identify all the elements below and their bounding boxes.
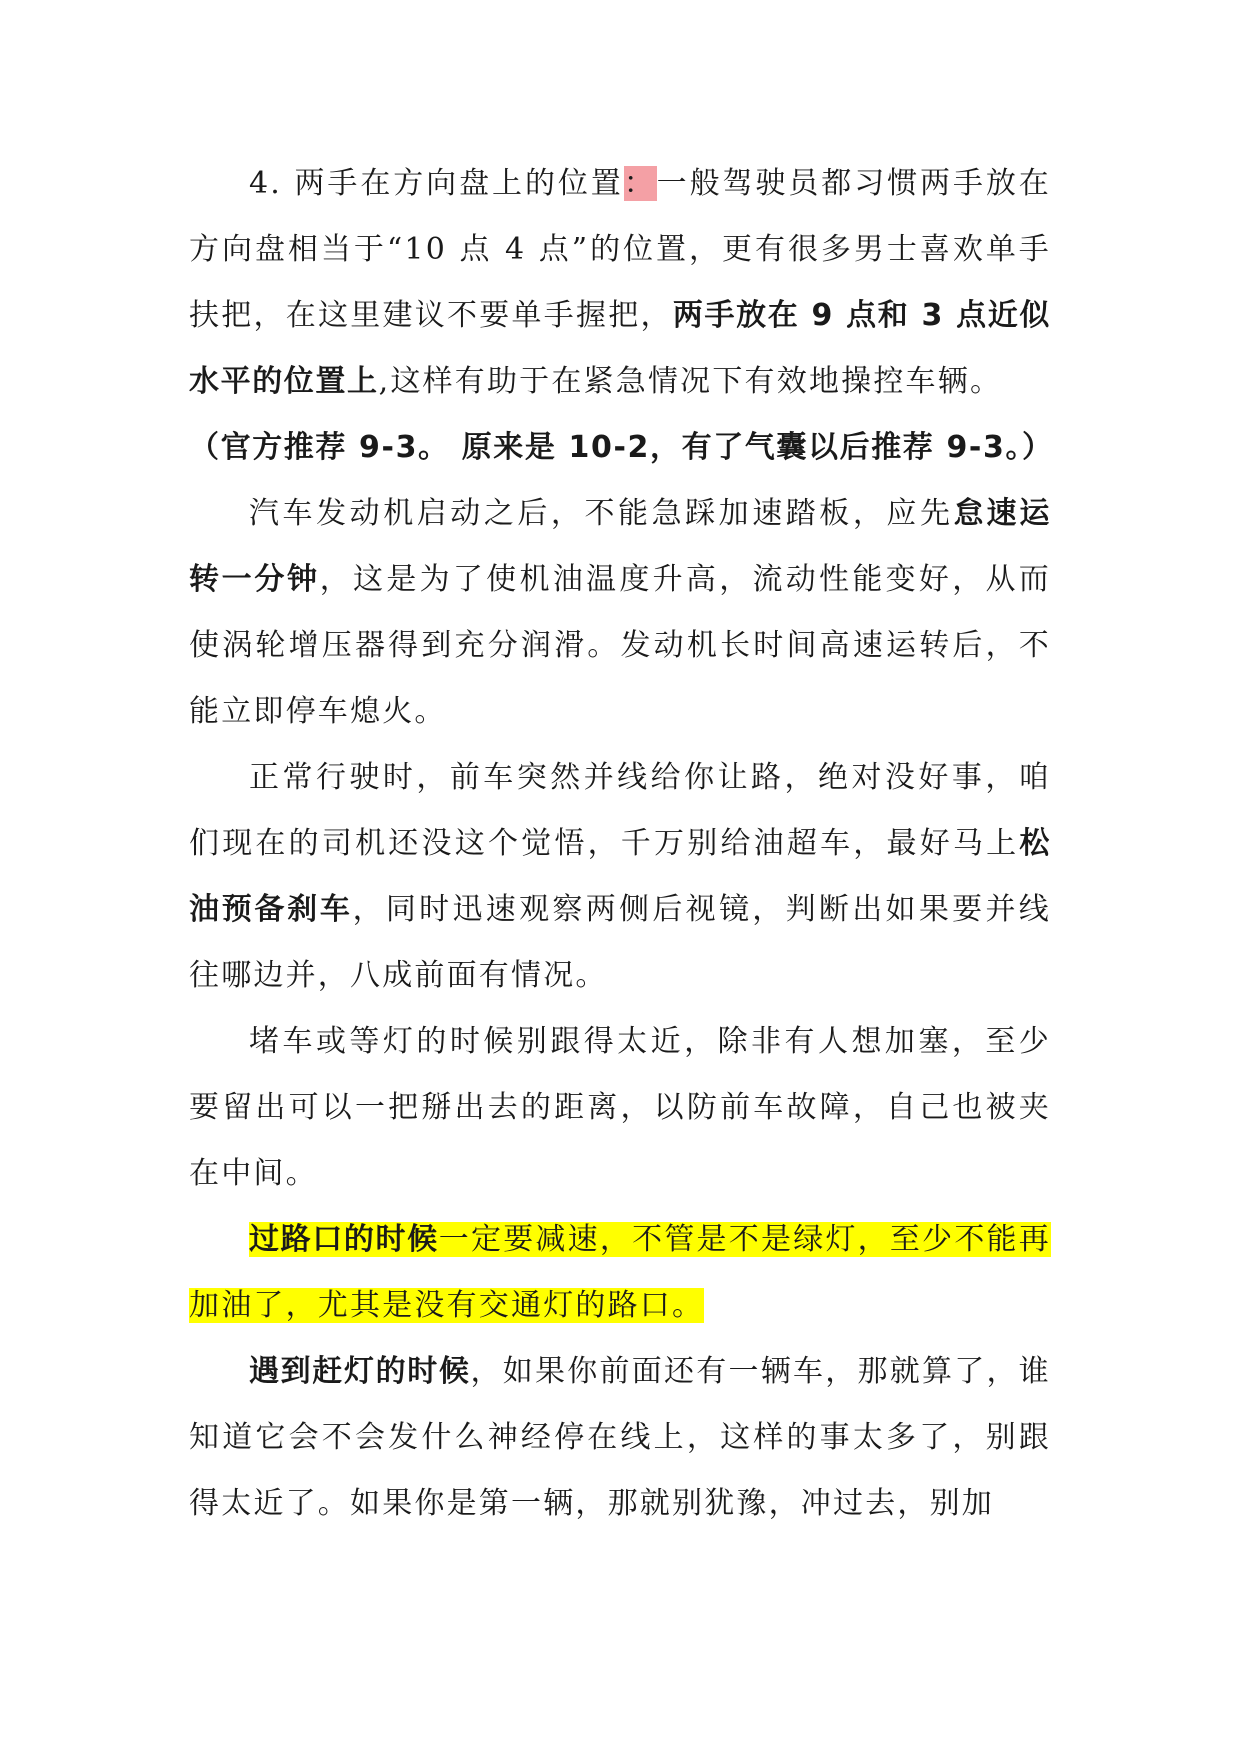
bold-text: 怠速运转一分钟 — [189, 496, 1051, 597]
paragraph-official-recommendation — [189, 415, 1054, 481]
document-page — [189, 151, 1054, 1537]
text-run: ，如果你前面还有一辆车，那就算了，谁知道它会不会发什么神经停在线上，这样的事太多了，别跟得太近了。如果你是第一辆，那就别犹豫，冲过去，别加 — [189, 1354, 1051, 1521]
bold-text: 遇到赶灯的时候 — [249, 1354, 471, 1389]
text-run: 汽车发动机启动之后，不能急踩加速踏板，应先 — [249, 496, 954, 531]
highlighted-text — [189, 1222, 1051, 1323]
text-run: 堵车或等灯的时候别跟得太近，除非有人想加塞，至少要留出可以一把掰出去的距离，以防前车故障，自己也被夹在中间。 — [189, 1024, 1051, 1191]
paragraph-engine-idle — [189, 481, 1051, 745]
bold-text: 过路口的时候 — [249, 1222, 439, 1257]
paragraph-yellow-light — [189, 1339, 1051, 1537]
paragraph-traffic-distance — [189, 1009, 1051, 1207]
text-run: 一定要减速，不管是不是绿灯，至少不能再加油了，尤其是没有交通灯的路口。 — [189, 1222, 1051, 1323]
text-run: ，这是为了使机油温度升高，流动性能变好，从而使涡轮增压器得到充分润滑。发动机长时间高速运转后，不能立即停车熄火。 — [189, 562, 1051, 729]
paragraph-intersection — [189, 1207, 1051, 1339]
text-run: ，同时迅速观察两侧后视镜，判断出如果要并线往哪边并，八成前面有情况。 — [189, 892, 1051, 993]
bold-text: （官方推荐 9-3。 原来是 10-2，有了气囊以后推荐 9-3。） — [189, 430, 1054, 465]
text-run: 正常行驶时，前车突然并线给你让路，绝对没好事，咱们现在的司机还没这个觉悟，千万别给油超车，最好马上 — [189, 760, 1051, 861]
text-run: 4. 两手在方向盘上的位置 — [249, 166, 624, 201]
paragraph-lane-change — [189, 745, 1051, 1009]
paragraph-hand-position — [189, 151, 1051, 415]
text-run: 一般驾驶员都习惯两手放在方向盘相当于“10 点 4 点”的位置，更有很多男士喜欢单手扶把，在这里建议不要单手握把， — [189, 166, 1052, 333]
bold-text: 两手放在 9 点和 3 点近似水平的位置上 — [189, 298, 1052, 399]
bold-text: 松油预备刹车 — [189, 826, 1051, 927]
text-run: ,这样有助于在紧急情况下有效地操控车辆。 — [378, 364, 1003, 399]
highlight-colon: ： — [623, 166, 657, 201]
